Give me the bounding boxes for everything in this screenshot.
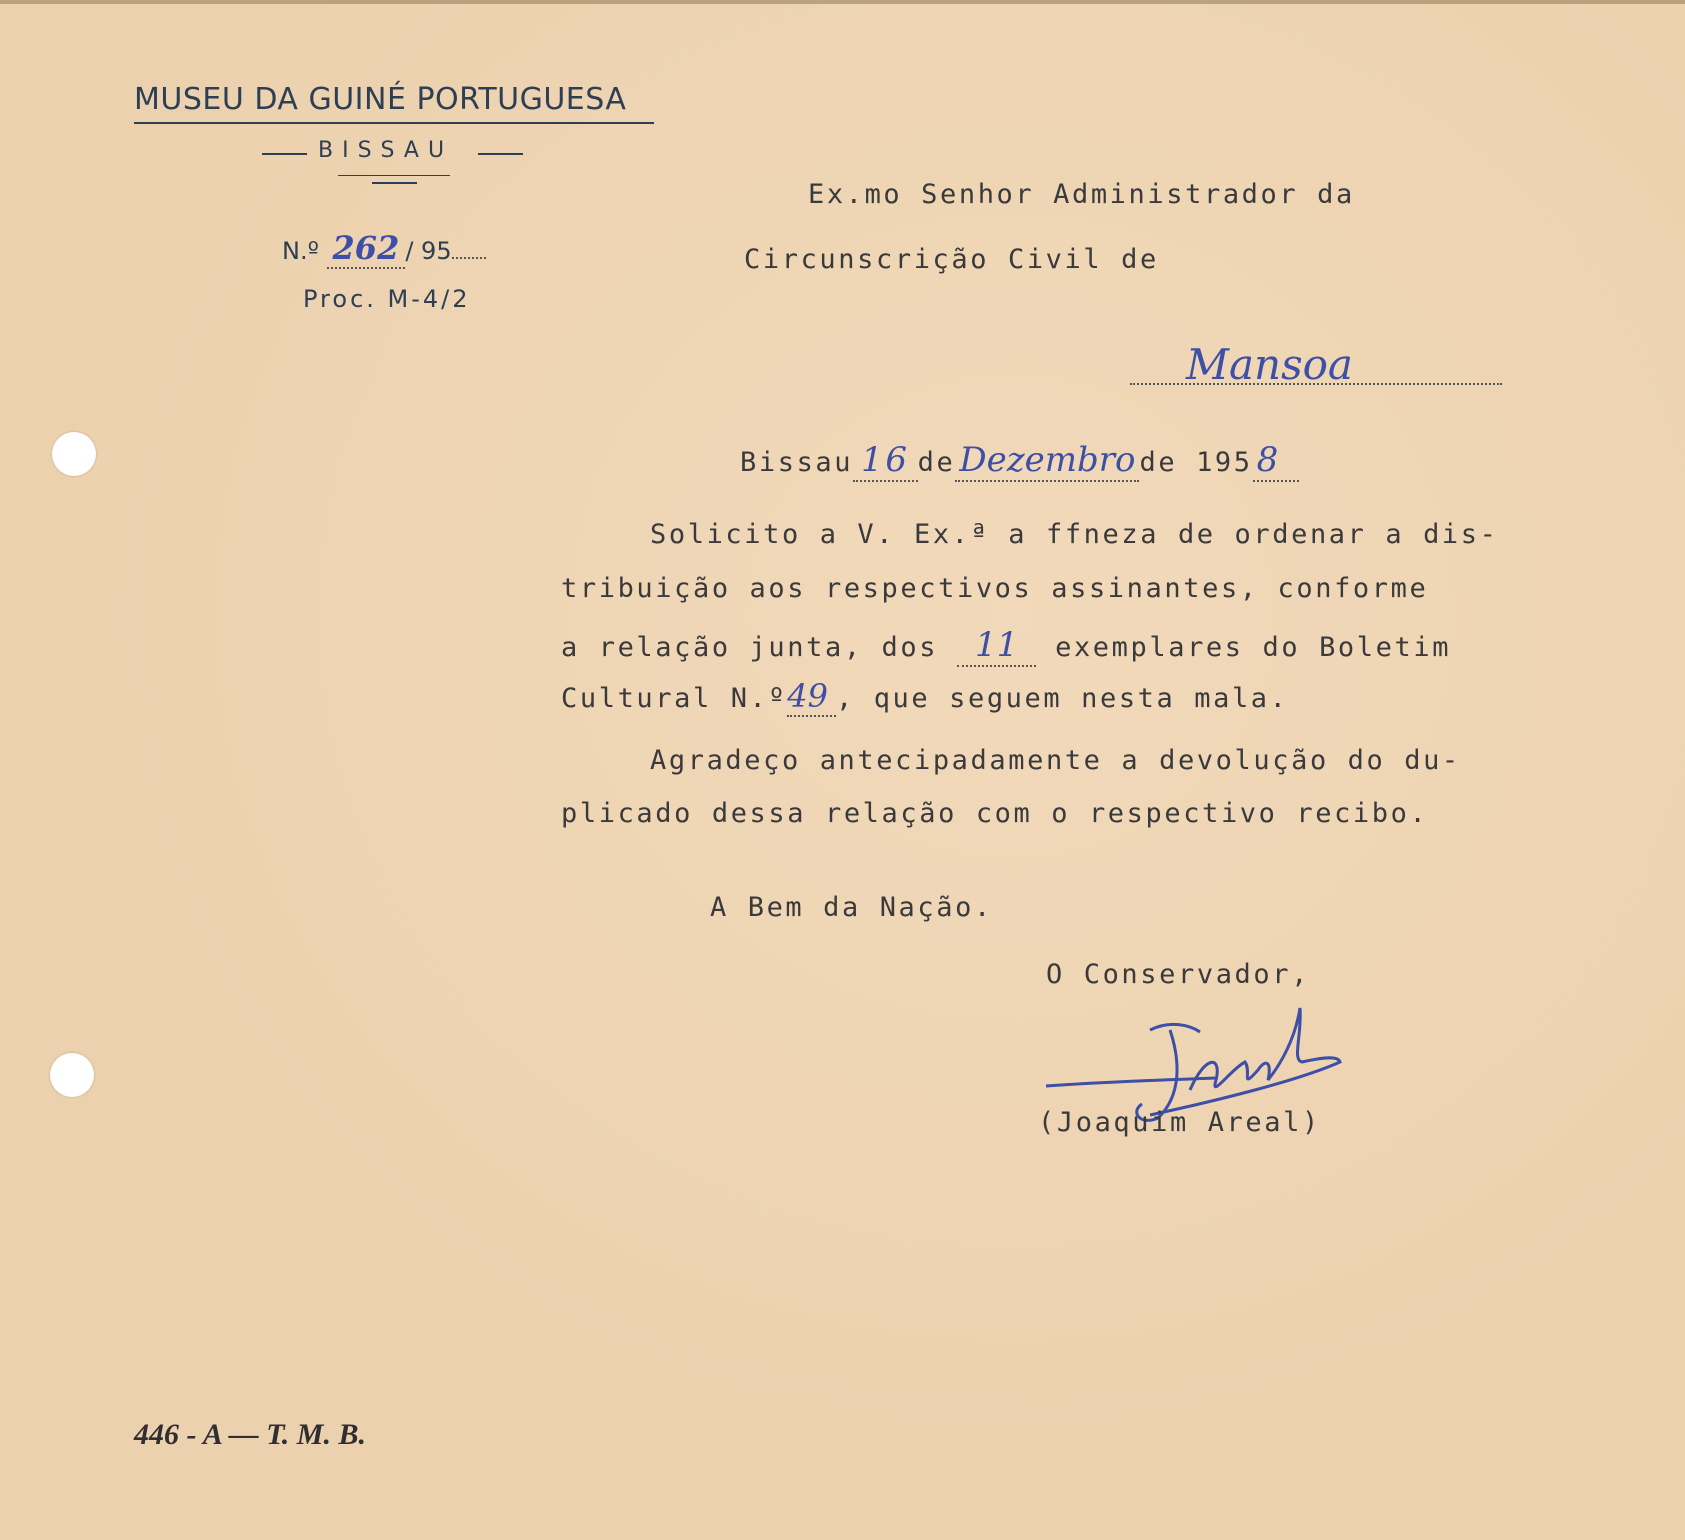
city-rule-left (262, 153, 307, 155)
number-year: / 95 (405, 237, 452, 265)
date-de2: de (1139, 447, 1178, 478)
letter-number-handwritten: 262 (327, 229, 406, 269)
p1-line4-b: , que seguem nesta mala. (835, 683, 1289, 714)
place-handwritten: Mansoa (1186, 340, 1353, 389)
punch-hole-top (52, 432, 96, 476)
institution-name: MUSEU DA GUINÉ PORTUGUESA (134, 82, 627, 117)
p1-line3-b: exemplares do Boletim (1055, 632, 1452, 663)
addressee-line2: Circunscrição Civil de (744, 244, 1159, 275)
date-line (740, 440, 1299, 482)
print-code: 446 - A — T. M. B. (134, 1418, 366, 1451)
city-rule-right (478, 153, 523, 155)
institution-underline (134, 122, 654, 124)
date-year-digit: 8 (1253, 440, 1299, 482)
body-p1-line2: tribuição aos respectivos assinantes, conforme (561, 573, 1429, 604)
city-name: BISSAU (318, 138, 454, 163)
p1-line4-a: Cultural N.º (561, 683, 788, 714)
body-p2-line1: Agradeço antecipadamente a devolução do du- (650, 745, 1461, 776)
body-p1-line1: Solicito a V. Ex.ª a ffneza de ordenar a dis- (650, 519, 1499, 550)
city-underline (338, 175, 450, 176)
signatory-name: (Joaquim Areal) (1038, 1107, 1321, 1138)
bulletin-number-handwritten: 49 (787, 677, 836, 717)
number-prefix: N.º (282, 237, 319, 265)
top-edge (0, 0, 1685, 4)
punch-hole-bottom (50, 1053, 94, 1097)
signer-title: O Conservador, (1046, 959, 1310, 990)
process-ref: Proc. M-4/2 (303, 285, 471, 313)
date-month: Dezembro (955, 440, 1139, 482)
date-year-prefix: 195 (1196, 447, 1253, 478)
date-day: 16 (853, 440, 917, 482)
addressee-line1: Ex.mo Senhor Administrador da (808, 179, 1355, 210)
date-prefix: Bissau (740, 447, 854, 478)
letter-number (282, 229, 486, 269)
city-underline-short (372, 182, 417, 184)
body-p1-line4 (561, 677, 1289, 717)
body-p1-line3 (561, 625, 1451, 667)
p1-line3-a: a relação junta, dos (561, 632, 939, 663)
body-p2-line2: plicado dessa relação com o respectivo recibo. (561, 798, 1429, 829)
salutation: A Bem da Nação. (710, 892, 993, 923)
number-dots (452, 257, 486, 259)
copies-handwritten: 11 (957, 625, 1036, 667)
date-de1: de (917, 447, 956, 478)
